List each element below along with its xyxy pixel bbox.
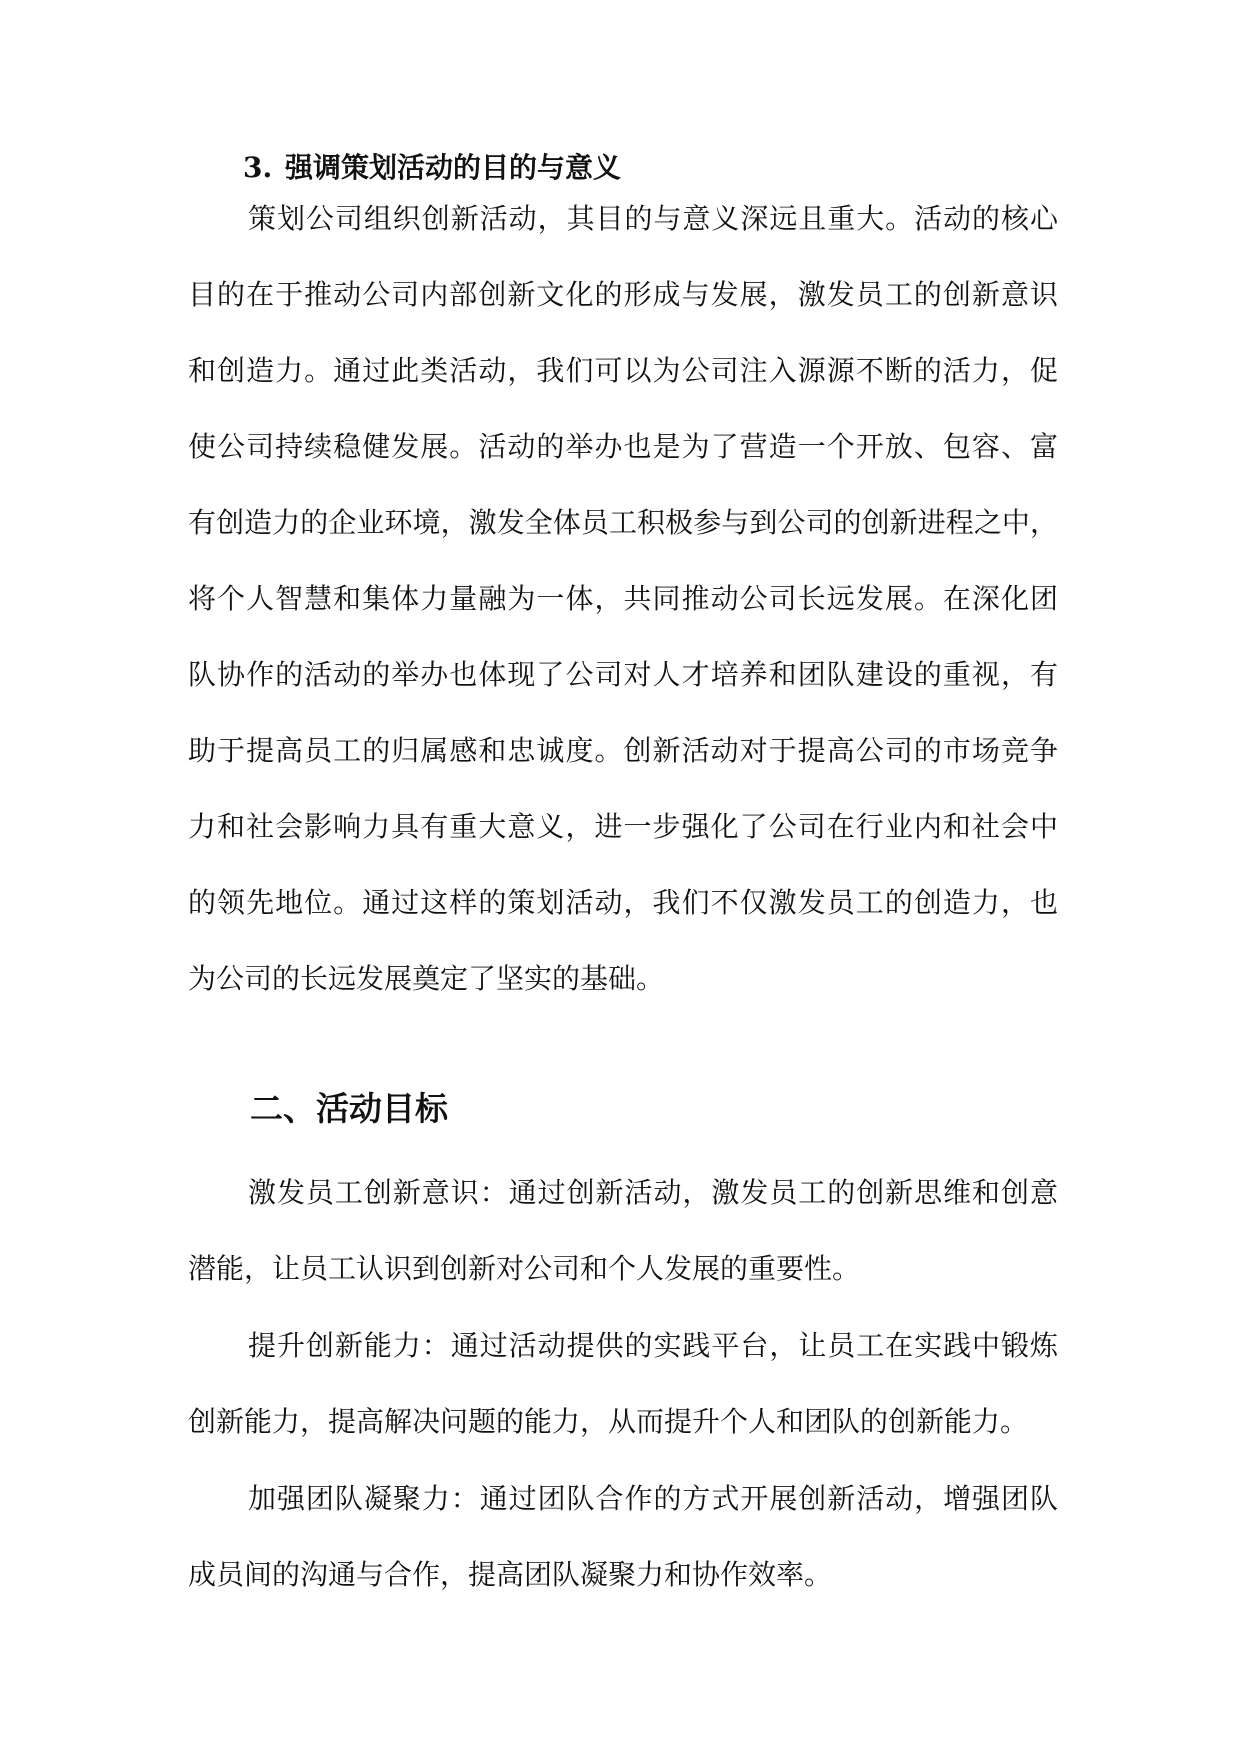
paragraph-line: 目的在于推动公司内部创新文化的形成与发展，激发员工的创新意识: [188, 278, 1058, 311]
section-3-title: 强调策划活动的目的与意义: [285, 151, 622, 184]
paragraph-line: 策划公司组织创新活动，其目的与意义深远且重大。活动的核心: [248, 202, 1058, 235]
paragraph-line: 成员间的沟通与合作，提高团队凝聚力和协作效率。: [188, 1558, 833, 1591]
paragraph-line: 创新能力，提高解决问题的能力，从而提升个人和团队的创新能力。: [188, 1405, 1029, 1438]
goal-paragraph-2: [188, 1308, 1058, 1460]
goal-paragraph-3: [188, 1461, 1058, 1613]
paragraph-line: 为公司的长远发展奠定了坚实的基础。: [188, 962, 665, 995]
section-3-paragraph: [188, 181, 1058, 1017]
section-3-number: 3.: [243, 151, 273, 184]
paragraph-line: 激发员工创新意识：通过创新活动，激发员工的创新思维和创意: [248, 1176, 1058, 1209]
paragraph-line: 将个人智慧和集体力量融为一体，共同推动公司长远发展。在深化团: [188, 582, 1058, 615]
paragraph-line: 使公司持续稳健发展。活动的举办也是为了营造一个开放、包容、富: [188, 430, 1058, 463]
paragraph-line: 提升创新能力：通过活动提供的实践平台，让员工在实践中锻炼: [248, 1329, 1058, 1362]
paragraph-line: 队协作的活动的举办也体现了公司对人才培养和团队建设的重视，有: [188, 658, 1058, 691]
section-2-heading: 二、活动目标: [250, 1089, 448, 1128]
paragraph-line: 力和社会影响力具有重大意义，进一步强化了公司在行业内和社会中: [188, 810, 1058, 843]
paragraph-line: 加强团队凝聚力：通过团队合作的方式开展创新活动，增强团队: [248, 1482, 1058, 1515]
goal-paragraph-1: [188, 1155, 1058, 1307]
paragraph-line: 助于提高员工的归属感和忠诚度。创新活动对于提高公司的市场竞争: [188, 734, 1058, 767]
paragraph-line: 和创造力。通过此类活动，我们可以为公司注入源源不断的活力，促: [188, 354, 1058, 387]
paragraph-line: 有创造力的企业环境，激发全体员工积极参与到公司的创新进程之中，: [188, 506, 1058, 539]
paragraph-line: 潜能，让员工认识到创新对公司和个人发展的重要性。: [188, 1252, 861, 1285]
paragraph-line: 的领先地位。通过这样的策划活动，我们不仅激发员工的创造力，也: [188, 886, 1058, 919]
